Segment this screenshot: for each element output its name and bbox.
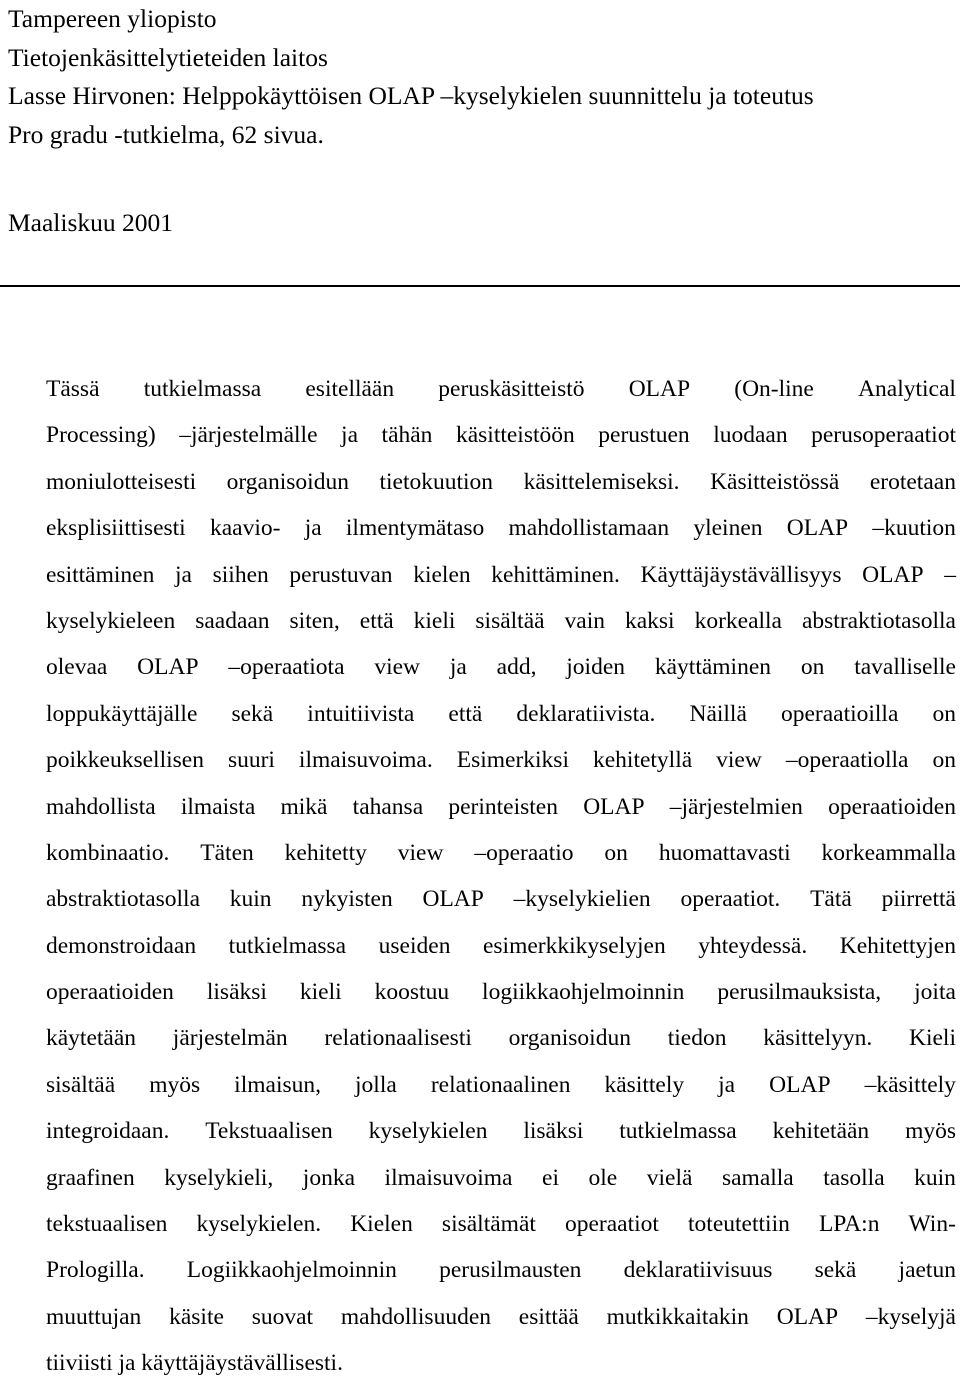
abstract-word: view <box>716 747 762 774</box>
abstract-word: –käsittely <box>864 1071 956 1098</box>
abstract-line <box>46 880 956 926</box>
abstract-word: –kyselyjä <box>865 1303 956 1330</box>
abstract-word: kieli <box>413 607 456 634</box>
abstract-line <box>46 648 956 694</box>
abstract-word: sekä <box>814 1257 857 1284</box>
abstract-line: tiiviisti ja käyttäjäystävällisesti. <box>46 1350 343 1377</box>
abstract-word: käsittelemiseksi. <box>523 468 680 495</box>
abstract-word: esittää <box>518 1303 579 1330</box>
abstract-word: Näillä <box>689 700 747 727</box>
abstract-word: OLAP <box>862 561 924 588</box>
abstract-word: nykyisten <box>301 886 393 913</box>
abstract-line <box>46 741 956 787</box>
abstract-word: myös <box>905 1118 956 1145</box>
abstract-word: on <box>800 654 825 681</box>
abstract-word: lisäksi <box>523 1118 584 1145</box>
abstract-word: suuri <box>227 747 275 774</box>
abstract-line <box>46 788 956 834</box>
abstract-word: view <box>397 839 444 866</box>
abstract-word: ilmaisuvoima. <box>298 747 433 774</box>
abstract-line <box>46 509 956 555</box>
abstract-word: tähän <box>381 422 433 449</box>
abstract-word: kaksi <box>624 607 675 634</box>
abstract-word: (On-line <box>734 376 814 402</box>
abstract-word: moniulotteisesti <box>46 468 197 495</box>
abstract-word: sekä <box>231 700 274 727</box>
abstract-word: Kielen <box>350 1211 413 1238</box>
abstract-word: mahdollistamaan <box>508 515 670 542</box>
abstract-line <box>46 695 956 741</box>
abstract-word: loppukäyttäjälle <box>46 700 198 727</box>
abstract-word: kyselykielen. <box>196 1211 322 1238</box>
abstract-word: ja <box>341 422 359 449</box>
abstract-word: mutkikkaitakin <box>606 1303 749 1330</box>
abstract-word: tutkielmassa <box>228 932 347 959</box>
abstract-word: käytetään <box>46 1025 137 1052</box>
abstract-word: kaavio- <box>209 515 281 542</box>
abstract-word: LPA:n <box>818 1211 880 1238</box>
abstract-word: on <box>604 839 628 866</box>
abstract-word: OLAP <box>137 654 199 681</box>
abstract-line <box>46 927 956 973</box>
abstract-word: tutkielmassa <box>143 376 262 402</box>
abstract-word: käsitteistöön <box>455 422 575 449</box>
abstract-word: relationaalinen <box>430 1071 571 1098</box>
abstract-word: suovat <box>251 1303 314 1330</box>
abstract-word: Käyttäjäystävällisyys <box>640 561 842 588</box>
abstract-line <box>46 834 956 880</box>
abstract-word: Kieli <box>909 1025 956 1052</box>
abstract-word: ilmentymätaso <box>345 515 485 542</box>
abstract-word: tavalliselle <box>854 654 956 681</box>
university-name: Tampereen yliopisto <box>8 4 217 33</box>
abstract-word: operaatioiden <box>46 979 174 1006</box>
author-and-title: Lasse Hirvonen: Helppokäyttöisen OLAP –kyselykielen suunnittelu ja toteutus <box>8 81 814 110</box>
abstract-word: korkeammalla <box>821 839 956 866</box>
abstract-word: kehittäminen. <box>491 561 620 588</box>
abstract-word: jolla <box>355 1071 397 1098</box>
abstract-word: Win- <box>908 1211 956 1238</box>
abstract-word: siihen <box>212 561 269 588</box>
abstract-word: –järjestelmien <box>669 793 803 820</box>
abstract-word: OLAP <box>628 376 691 402</box>
abstract-word: luodaan <box>713 422 788 449</box>
abstract-word: Tekstuaalisen <box>205 1118 333 1145</box>
abstract-word: kehitetään <box>772 1118 870 1145</box>
abstract-word: kuin <box>229 886 272 913</box>
abstract-word: organisoidun <box>508 1025 631 1052</box>
abstract-word: muuttujan <box>46 1303 142 1330</box>
abstract-word: ja <box>304 515 322 542</box>
abstract-word: piirrettä <box>881 886 956 913</box>
abstract-word: kehitetty <box>284 839 367 866</box>
abstract-line <box>46 1019 956 1065</box>
abstract-word: kuin <box>914 1164 956 1191</box>
abstract-word: ilmaisun, <box>234 1071 321 1098</box>
abstract-word: järjestelmän <box>172 1025 288 1052</box>
abstract-word: on <box>932 747 956 774</box>
abstract-word: useiden <box>378 932 451 959</box>
thesis-info: Pro gradu -tutkielma, 62 sivua. <box>8 119 324 149</box>
abstract-word: joita <box>914 979 956 1006</box>
abstract-line <box>46 1159 956 1205</box>
abstract-word: abstraktiotasolla <box>46 886 201 913</box>
abstract-line <box>46 1112 956 1158</box>
abstract-word: olevaa <box>46 654 108 681</box>
abstract-word: tutkielmassa <box>619 1118 737 1145</box>
abstract-word: esitellään <box>305 376 395 402</box>
abstract-word: ilmaisuvoima <box>384 1164 513 1191</box>
abstract-line <box>46 973 956 1019</box>
abstract-word: view <box>374 654 421 681</box>
abstract-word: –operaatiolla <box>785 747 909 774</box>
abstract-word: mikä <box>280 793 328 820</box>
abstract-word: abstraktiotasolla <box>801 607 956 634</box>
abstract-line <box>46 602 956 648</box>
abstract-word: on <box>932 700 956 727</box>
abstract-word: käsittely <box>604 1071 685 1098</box>
abstract-word: erotetaan <box>869 468 956 495</box>
abstract-word: lisäksi <box>206 979 267 1006</box>
abstract-word: ja <box>449 654 467 681</box>
abstract-word: perustuvan <box>289 561 393 588</box>
abstract-word: käsite <box>169 1303 224 1330</box>
abstract-word: poikkeuksellisen <box>46 747 204 774</box>
abstract-word: OLAP <box>776 1303 839 1330</box>
abstract-word: vielä <box>646 1164 693 1191</box>
abstract-word: –operaatio <box>474 839 574 866</box>
abstract-word: kyselykielen <box>368 1118 488 1145</box>
abstract-word: OLAP <box>786 515 849 542</box>
abstract-word: graafinen <box>46 1164 135 1191</box>
abstract-word: yhteydessä. <box>698 932 808 959</box>
abstract-word: kyselykieli, <box>164 1164 274 1191</box>
abstract-word: Tässä <box>46 376 100 402</box>
abstract-word: Analytical <box>858 376 956 402</box>
abstract-word: Processing) <box>46 422 156 449</box>
abstract-word: –operaatiota <box>228 654 345 681</box>
abstract-word: sisältää <box>475 607 545 634</box>
abstract-word: mahdollisuuden <box>340 1303 491 1330</box>
abstract-word: kieli <box>299 979 342 1006</box>
abstract-word: –järjestelmälle <box>179 422 318 449</box>
publication-date: Maaliskuu 2001 <box>8 208 174 237</box>
abstract-word: operaatioilla <box>780 700 899 727</box>
abstract-word: peruskäsitteistö <box>438 376 585 402</box>
abstract-word: Tätä <box>810 886 852 913</box>
abstract-word: perustuen <box>598 422 690 449</box>
abstract-word: perusilmausten <box>439 1257 582 1284</box>
abstract-word: ilmaista <box>180 793 256 820</box>
abstract-word: Käsitteistössä <box>710 468 840 495</box>
abstract-line <box>46 463 956 509</box>
abstract-word: ei <box>542 1164 559 1191</box>
abstract-word: kyselykieleen <box>46 607 176 634</box>
abstract-word: sisältää <box>46 1071 116 1098</box>
horizontal-divider <box>0 285 960 287</box>
abstract-line <box>46 416 956 462</box>
abstract-word: kombinaatio. <box>46 839 170 866</box>
abstract-word: deklaratiivisuus <box>623 1257 773 1284</box>
abstract-word: käyttäminen <box>654 654 772 681</box>
abstract-line <box>46 1066 956 1112</box>
abstract-word: joiden <box>566 654 626 681</box>
abstract-word: jaetun <box>898 1257 956 1284</box>
abstract-word: ja <box>175 561 192 588</box>
abstract-word: demonstroidaan <box>46 932 197 959</box>
abstract-word: perusilmauksista, <box>717 979 882 1006</box>
abstract-word: –kuution <box>872 515 956 542</box>
abstract-word: Täten <box>200 839 254 866</box>
abstract-word: perusoperaatiot <box>811 422 956 449</box>
abstract-word: tekstuaalisen <box>46 1211 168 1238</box>
abstract-word: integroidaan. <box>46 1118 170 1145</box>
abstract-word: Prologilla. <box>46 1257 145 1284</box>
abstract-word: koostuu <box>374 979 450 1006</box>
abstract-word: tasolla <box>823 1164 885 1191</box>
abstract-word: Kehitettyjen <box>839 932 956 959</box>
abstract-word: yleinen <box>693 515 763 542</box>
abstract-word: organisoidun <box>226 468 349 495</box>
abstract-word: tahansa <box>352 793 424 820</box>
abstract-word: esimerkkikyselyjen <box>482 932 666 959</box>
abstract-word: mahdollista <box>46 793 156 820</box>
abstract-word: tiedon <box>667 1025 727 1052</box>
abstract-word: ole <box>588 1164 618 1191</box>
abstract-word: eksplisiittisesti <box>46 515 186 542</box>
abstract-word: jonka <box>302 1164 356 1191</box>
abstract-word: samalla <box>721 1164 794 1191</box>
abstract-word: deklaratiivista. <box>516 700 656 727</box>
abstract-word: operaatiot. <box>680 886 781 913</box>
abstract-word: OLAP <box>583 793 645 820</box>
abstract-word: perinteisten <box>448 793 558 820</box>
abstract-word: add, <box>496 654 537 681</box>
abstract-word: käsittelyyn. <box>763 1025 873 1052</box>
abstract-word: –kyselykielien <box>513 886 651 913</box>
abstract-line <box>46 1298 956 1344</box>
abstract-word: sisältämät <box>441 1211 536 1238</box>
abstract-word: huomattavasti <box>658 839 791 866</box>
abstract-word: logiikkaohjelmoinnin <box>482 979 685 1006</box>
abstract-word: operaatiot <box>564 1211 659 1238</box>
abstract-word: relationaalisesti <box>324 1025 472 1052</box>
abstract-word: operaatioiden <box>828 793 956 820</box>
abstract-word: kielen <box>413 561 471 588</box>
abstract-word: toteutettiin <box>688 1211 790 1238</box>
abstract-word: ja <box>718 1071 736 1098</box>
abstract-word: – <box>944 561 956 588</box>
abstract-word: intuitiivista <box>307 700 415 727</box>
abstract-line <box>46 556 956 602</box>
abstract-word: että <box>359 607 394 634</box>
abstract-word: myös <box>149 1071 201 1098</box>
abstract-word: korkealla <box>694 607 782 634</box>
abstract-word: että <box>448 700 483 727</box>
document-header <box>8 0 952 154</box>
department-name: Tietojenkäsittelytieteiden laitos <box>8 42 328 72</box>
abstract-body <box>46 370 956 1391</box>
abstract-word: tietokuution <box>379 468 494 495</box>
abstract-word: OLAP <box>422 886 484 913</box>
abstract-line <box>46 1205 956 1251</box>
abstract-word: OLAP <box>769 1071 831 1098</box>
abstract-word: Esimerkiksi <box>456 747 569 774</box>
abstract-line <box>46 1251 956 1297</box>
abstract-word: kehitetyllä <box>592 747 693 774</box>
abstract-word: Logiikkaohjelmoinnin <box>186 1257 397 1284</box>
abstract-word: siten, <box>289 607 340 634</box>
abstract-word: saadaan <box>195 607 270 634</box>
abstract-word: esittäminen <box>46 561 155 588</box>
abstract-line <box>46 370 956 416</box>
abstract-word: vain <box>564 607 606 634</box>
